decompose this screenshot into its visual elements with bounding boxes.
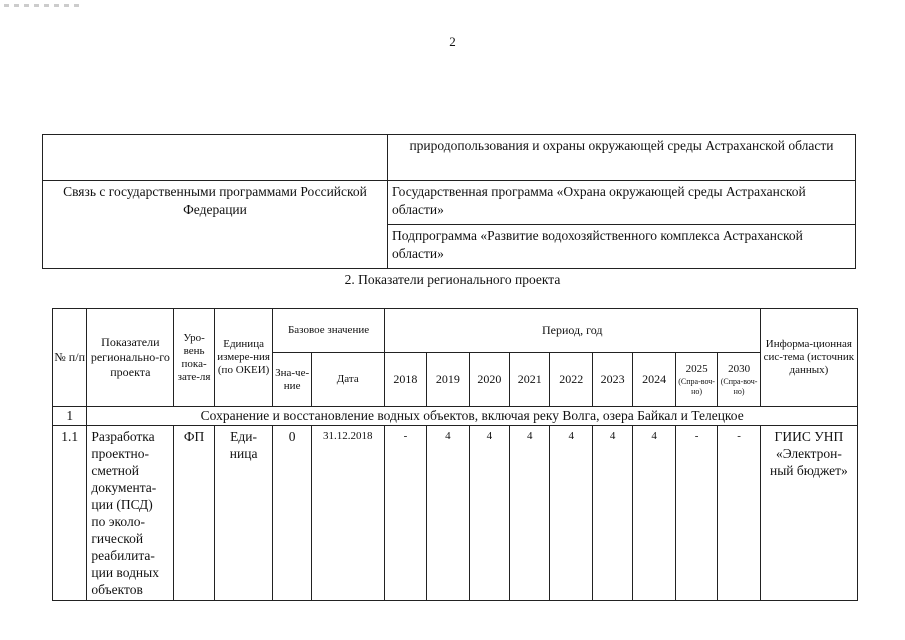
indicators-table — [52, 308, 858, 601]
header-unit: Единица измере-ния (по ОКЕИ) — [214, 309, 273, 407]
program-link-table — [42, 134, 856, 269]
header-year: 2024 — [633, 353, 675, 407]
row-unit: Еди-ница — [214, 426, 273, 601]
row-year-value: 4 — [510, 426, 550, 601]
row-info-system: ГИИС УНП «Электрон-ный бюджет» — [760, 426, 857, 601]
row-year-value: - — [384, 426, 426, 601]
scan-artifact — [4, 4, 84, 7]
responsible-body-continuation: природопользования и охраны окружающей среды Астраханской области — [388, 135, 856, 181]
header-period: Период, год — [384, 309, 760, 353]
section-num: 1 — [53, 407, 87, 426]
header-year: 2021 — [510, 353, 550, 407]
header-num: № п/п — [53, 309, 87, 407]
ref-year: 2025 — [685, 363, 708, 375]
ref-year: 2030 — [728, 363, 751, 375]
header-year: 2020 — [469, 353, 509, 407]
header-info-system: Информа-ционная сис-тема (источник данных) — [760, 309, 857, 407]
header-base-date: Дата — [311, 353, 384, 407]
row-level: ФП — [174, 426, 214, 601]
row-year-value: 4 — [427, 426, 469, 601]
header-base-val: Зна-че-ние — [273, 353, 311, 407]
header-base-value: Базовое значение — [273, 309, 384, 353]
row-indicator: Разработка проектно-сметной документа-ции (ПСД) по эколо-гической реабилита-ции водных объектов — [87, 426, 174, 601]
row-year-value: 4 — [592, 426, 632, 601]
row-ref-value: - — [675, 426, 717, 601]
row-year-value: 4 — [633, 426, 675, 601]
subprogram: Подпрограмма «Развитие водохозяйственного комплекса Астраханской области» — [388, 225, 856, 269]
page-number: 2 — [449, 34, 456, 49]
header-year: 2022 — [550, 353, 592, 407]
section-title: 2. Показатели регионального проекта — [344, 272, 561, 287]
header-year: 2019 — [427, 353, 469, 407]
section-row — [53, 407, 858, 426]
row-base-value: 0 — [273, 426, 311, 601]
section-row-title: Сохранение и восстановление водных объектов, включая реку Волга, озера Байкал и Телецкое — [87, 407, 858, 426]
row-num: 1.1 — [53, 426, 87, 601]
ref-note: (Спра-воч-но) — [678, 377, 715, 396]
row-base-date: 31.12.2018 — [311, 426, 384, 601]
header-level: Уро-вень пока-зате-ля — [174, 309, 214, 407]
program-link-label: Связь с государственными программами Российской Федерации — [43, 181, 388, 269]
row-year-value: 4 — [550, 426, 592, 601]
table-row — [53, 426, 858, 601]
row-ref-value: - — [718, 426, 760, 601]
state-program: Государственная программа «Охрана окружающей среды Астраханской области» — [388, 181, 856, 225]
header-ref-year-2030 — [718, 353, 760, 407]
header-indicator: Показатели регионально-го проекта — [87, 309, 174, 407]
row-year-value: 4 — [469, 426, 509, 601]
empty-cell — [43, 135, 388, 181]
header-ref-year-2025 — [675, 353, 717, 407]
header-year: 2018 — [384, 353, 426, 407]
header-year: 2023 — [592, 353, 632, 407]
ref-note: (Спра-воч-но) — [720, 377, 758, 396]
